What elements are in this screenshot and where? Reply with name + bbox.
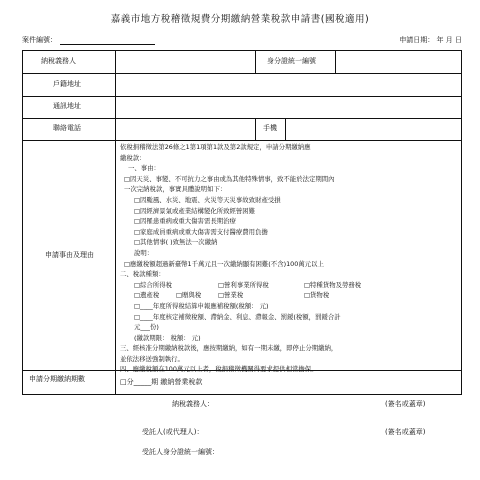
- household-address-input[interactable]: [116, 74, 461, 96]
- taxpayer-label: 納稅義務人: [41, 57, 76, 65]
- agent-id-label: 受託人身分證統一編號：: [142, 448, 219, 456]
- reason-intro-line2: 繳稅款：: [120, 153, 146, 162]
- tax-type-4[interactable]: □贈與稅: [176, 291, 202, 300]
- tax-line-c: (繳款期限： 稅額： 元): [134, 333, 201, 342]
- installments-label: 申請分期繳納期數: [29, 375, 85, 383]
- reason-option4[interactable]: □家庭成員重病或重大傷害需支付醫療費用負擔: [134, 227, 268, 236]
- reason-option3[interactable]: □因罹患重病或重大傷害需長期治療: [134, 217, 236, 226]
- reason-item1: 一、事由：: [128, 164, 160, 173]
- taxpayer-input[interactable]: [116, 51, 255, 73]
- reason-option2[interactable]: □因經濟景氣或產業結構變化所致經營困難: [134, 206, 256, 215]
- phone-input[interactable]: [116, 119, 255, 140]
- reason-sub1[interactable]: □因天災、事變、不可抗力之事由或為其他特殊情事，致不能於法定期間內: [124, 174, 335, 183]
- tax-type-5[interactable]: □營業稅: [218, 291, 244, 300]
- tax-type-6[interactable]: □貨物稅: [304, 291, 330, 300]
- reason-sub1b: 一次完納稅款，事實具體說明如下：: [124, 185, 227, 194]
- reason-sub2[interactable]: □應繳稅額超過新臺幣1千萬元且一次繳納顯有困難(不含)100萬元以上: [124, 259, 324, 268]
- reason-item3b: 並依法移送強制執行。: [120, 354, 184, 363]
- tax-line-b[interactable]: □____年度核定補徵稅額、滯納金、利息、滯報金、罰鍰(稅額，罰鍰合計: [134, 312, 341, 321]
- household-address-label: 戶籍地址: [53, 80, 81, 88]
- id-number-label: 身分證統一編號: [267, 57, 316, 65]
- installments-field[interactable]: □分_____期 繳納營業稅款: [120, 378, 203, 386]
- reason-content: [120, 142, 361, 375]
- agent-signature-label: 受託人(或代理人)：: [142, 428, 204, 436]
- id-number-input[interactable]: [336, 51, 461, 73]
- form-title: 嘉義市地方稅稽徵規費分期繳納營業稅款申請書(國稅適用): [110, 14, 370, 25]
- tax-line-a[interactable]: □____年度所得稅結算申報應補稅額(稅額： 元): [134, 301, 269, 310]
- case-number-field[interactable]: [60, 44, 155, 45]
- tax-type-2[interactable]: □營利事業所得稅: [218, 280, 269, 289]
- reason-option5-note: 說明：: [134, 248, 154, 257]
- mail-address-input[interactable]: [116, 97, 461, 118]
- taxpayer-signature-label: 納稅義務人：: [172, 400, 214, 408]
- tax-line-b2: 元___份): [134, 323, 159, 332]
- header-row: [22, 36, 462, 48]
- tax-type-8[interactable]: □特種貨物及勞務稅: [304, 280, 362, 289]
- reason-intro-line1: 依稅捐稽徵法第26條之1第1項第1款及第2款規定，申請分期繳納應: [120, 143, 311, 151]
- taxpayer-signature-note: (簽名或蓋章): [385, 400, 426, 408]
- phone-label: 聯絡電話: [53, 124, 81, 132]
- reason-option1[interactable]: □因颱風、水災、地震、火災等天災事故致財產受損: [134, 195, 281, 204]
- tax-type-1[interactable]: □綜合所得稅: [134, 280, 172, 289]
- mail-address-label: 通訊地址: [53, 102, 81, 110]
- case-number-label: 案件編號：: [22, 36, 57, 44]
- tax-type-3[interactable]: □遺產稅: [134, 291, 160, 300]
- agent-signature-note: (簽名或蓋章): [385, 428, 426, 436]
- mobile-input[interactable]: [286, 119, 461, 140]
- apply-date: 申請日期： 年 月 日: [399, 36, 462, 44]
- mobile-label: 手機: [263, 124, 277, 132]
- reason-label: 申請事由及理由: [45, 251, 94, 259]
- reason-item4: 四、應繳稅額在100萬元以上者，稅捐稽徵機關得要求提供相當擔保。: [120, 365, 318, 374]
- reason-item3: 三、經核准分期繳納稅款後，應按期繳納，如有一期未繳，即停止分期繳納，: [120, 344, 338, 353]
- reason-option5[interactable]: □其他情事( )致無法一次繳納: [134, 238, 218, 247]
- form-table: [22, 50, 462, 395]
- tax-type-heading: 二、稅款種類：: [120, 270, 165, 279]
